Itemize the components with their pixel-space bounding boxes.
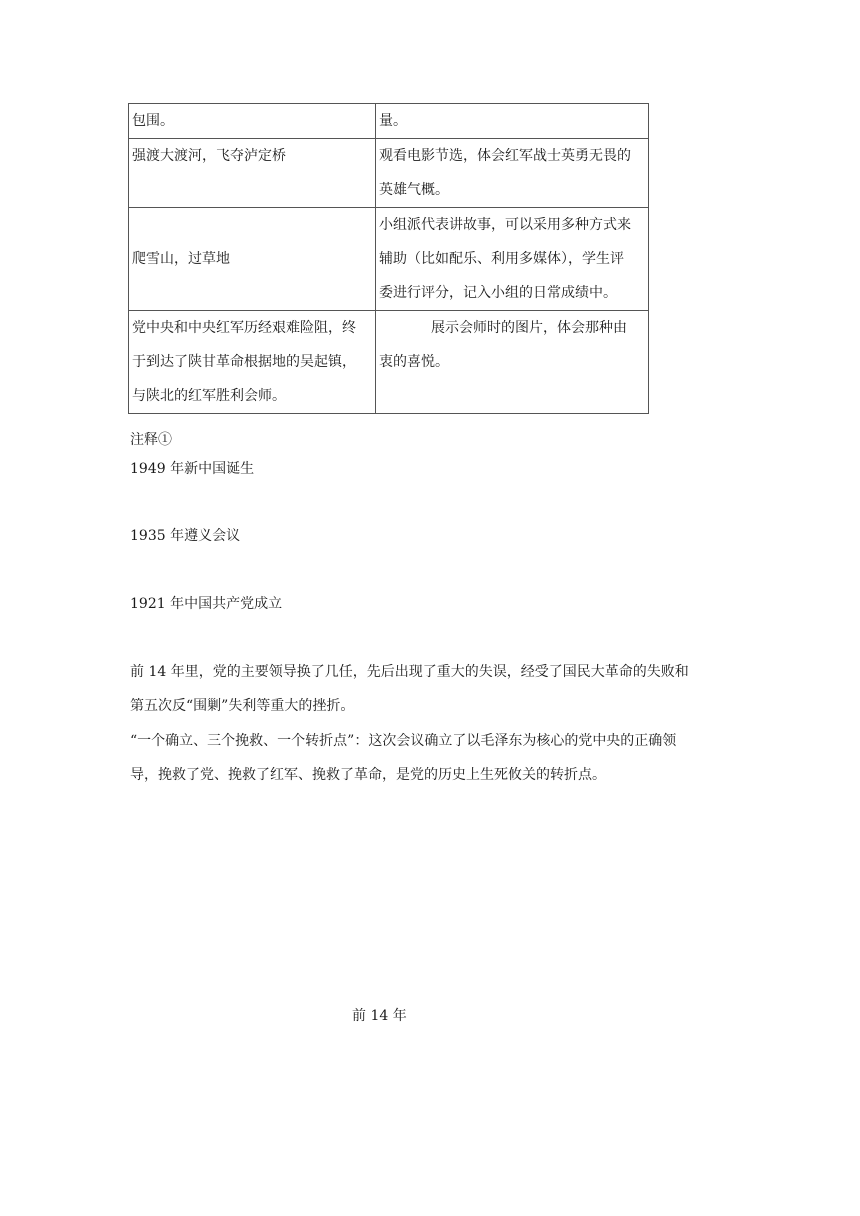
timeline-item-1921: 1921 年中国共产党成立 — [130, 596, 283, 612]
paragraph-line: 第五次反“围剿”失利等重大的挫折。 — [130, 698, 355, 714]
table-cell — [376, 208, 649, 311]
table-cell — [376, 139, 649, 208]
timeline-item-1949: 1949 年新中国诞生 — [130, 461, 255, 477]
table-row — [129, 104, 649, 139]
cell-line: 辅助（比如配乐、利用多媒体），学生评 — [379, 251, 624, 267]
table-cell: 强渡大渡河，飞夺泸定桥 — [129, 139, 376, 208]
paragraph-line: 前 14 年里，党的主要领导换了几任，先后出现了重大的失误，经受了国民大革命的失败和 — [130, 664, 689, 680]
paragraph-zunyi — [130, 724, 740, 792]
table-cell — [129, 311, 376, 414]
paragraph-line: 导，挽救了党、挽救了红军、挽救了革命，是党的历史上生死攸关的转折点。 — [130, 767, 606, 783]
paragraph-line: “一个确立、三个挽救、一个转折点”：这次会议确立了以毛泽东为核心的党中央的正确领 — [130, 733, 677, 749]
cell-line: 小组派代表讲故事，可以采用多种方式来 — [379, 217, 631, 233]
table-cell — [376, 311, 649, 414]
table-cell: 包围。 — [129, 104, 376, 139]
table-cell: 量。 — [376, 104, 649, 139]
cell-line: 衷的喜悦。 — [379, 354, 449, 370]
cell-line: 委进行评分，记入小组的日常成绩中。 — [379, 285, 617, 301]
paragraph-early-years — [130, 655, 740, 723]
cell-line: 英雄气概。 — [379, 182, 449, 198]
bottom-label: 前 14 年 — [352, 1008, 407, 1024]
notes-label: 注释① — [130, 432, 172, 448]
table-row — [129, 311, 649, 414]
cell-line: 于到达了陕甘革命根据地的吴起镇， — [132, 354, 356, 370]
timeline-item-1935: 1935 年遵义会议 — [130, 528, 241, 544]
lesson-table — [128, 103, 649, 414]
cell-line: 与陕北的红军胜利会师。 — [132, 388, 286, 404]
table-row — [129, 139, 649, 208]
table-row — [129, 208, 649, 311]
table-cell: 爬雪山，过草地 — [129, 208, 376, 311]
cell-line: 党中央和中央红军历经艰难险阻，终 — [132, 320, 356, 336]
cell-line: 观看电影节选，体会红军战士英勇无畏的 — [379, 148, 631, 164]
cell-line: 展示会师时的图片，体会那种由 — [431, 320, 627, 336]
